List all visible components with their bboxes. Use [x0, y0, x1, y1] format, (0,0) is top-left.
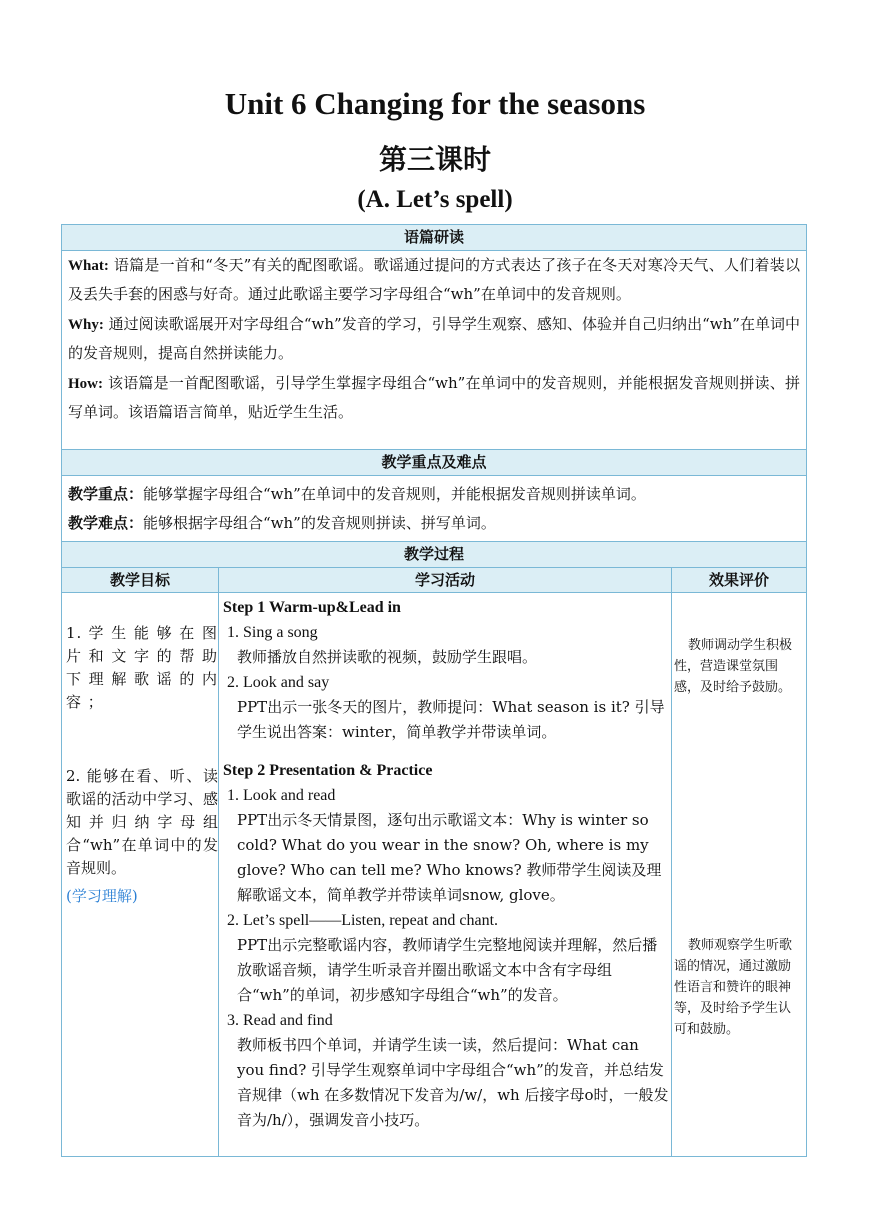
step-2-item-1-title: 1. Look and read — [227, 787, 336, 804]
text-study-heading: 语篇研读 — [403, 228, 464, 246]
difficulty-paragraph — [68, 509, 800, 538]
key-points-body — [62, 476, 806, 542]
document-title: Unit 6 Changing for the seasons — [224, 86, 646, 121]
step-2-item-3-title: 3. Read and find — [227, 1012, 333, 1029]
step-1-item-2-title: 2. Look and say — [227, 674, 330, 691]
process-column-headers — [62, 568, 806, 593]
why-text: 通过阅读歌谣展开对字母组合“wh”发音的学习，引导学生观察、感知、体验并自己归纳出“wh”在单词中的发音规则，提高自然拼读能力。 — [68, 315, 800, 362]
step-2-item-2-title: 2. Let’s spell——Listen, repeat and chant. — [227, 912, 499, 929]
lesson-number: 第三课时 — [378, 143, 491, 176]
goal-2-tag: (学习理解) — [66, 887, 138, 905]
eval-column-header: 效果评价 — [708, 571, 769, 589]
step-1-item-2-text: PPT出示一张冬天的图片，教师提问：What season is it? 引导学生说出答案：winter，简单教学并带读单词。 — [237, 698, 665, 741]
how-label: How: — [68, 376, 103, 392]
step-2-title: Step 2 Presentation & Practice — [223, 762, 433, 779]
difficulty-label: 教学难点： — [68, 514, 144, 532]
why-paragraph — [68, 310, 800, 367]
text-study-body — [62, 251, 806, 450]
process-heading: 教学过程 — [403, 545, 464, 563]
step-1-block — [223, 595, 670, 745]
what-text: 语篇是一首和“冬天”有关的配图歌谣。歌谣通过提问的方式表达了孩子在冬天对寒冷天气、人们着装以及丢失手套的困惑与好奇。通过此歌谣主要学习字母组合“wh”在单词中的发音规则。 — [68, 256, 800, 303]
goal-column — [62, 593, 219, 1156]
lesson-plan-table — [61, 224, 807, 1157]
step-2-block — [223, 758, 670, 1133]
difficulty-text: 能够根据字母组合“wh”的发音规则拼读、拼写单词。 — [143, 514, 496, 532]
focus-text: 能够掌握字母组合“wh”在单词中的发音规则，并能根据发音规则拼读单词。 — [143, 485, 646, 503]
text-study-header — [62, 225, 806, 251]
how-text: 该语篇是一首配图歌谣，引导学生掌握字母组合“wh”在单词中的发音规则，并能根据发音规则拼读、拼写单词。该语篇语言简单，贴近学生生活。 — [68, 374, 800, 421]
step-2-item-1-text: PPT出示冬天情景图，逐句出示歌谣文本：Why is winter so cold? What do you wear in the snow? Oh, where is my glove? Who can tell me? Who knows? 教师带学生阅读及理解歌谣文本，简单教学并带读单词snow, glove。 — [237, 811, 662, 904]
step-2-item-2-text: PPT出示完整歌谣内容，教师请学生完整地阅读并理解，然后播放歌谣音频，请学生听录音并圈出歌谣文本中含有字母组合“wh”的单词，初步感知字母组合“wh”的发音。 — [237, 936, 658, 1004]
process-body — [62, 593, 806, 1156]
goal-2: 2. 能够在看、听、读歌谣的活动中学习、感知并归纳字母组合“wh”在单词中的发音规则。 — [66, 767, 218, 877]
focus-paragraph — [68, 480, 800, 509]
why-label: Why: — [68, 317, 104, 333]
goal-column-header: 教学目标 — [62, 568, 219, 592]
activity-column-header: 学习活动 — [219, 568, 672, 592]
step-1-title: Step 1 Warm-up&Lead in — [223, 599, 401, 616]
goal-1: 1. 学 生 能 够 在 图 片 和 文 字 的 帮 助 下 理 解 歌 谣 的 内 容 ； — [66, 624, 218, 711]
key-points-heading: 教学重点及难点 — [381, 453, 487, 471]
what-label: What: — [68, 258, 109, 274]
process-header — [62, 542, 806, 568]
step-1-item-1-text: 教师播放自然拼读歌的视频，鼓励学生跟唱。 — [237, 648, 538, 666]
lesson-part: (A. Let’s spell) — [357, 186, 513, 213]
how-paragraph — [68, 369, 800, 426]
eval-column — [672, 593, 806, 1156]
eval-2: 教师观察学生听歌谣的情况，通过激励性语言和赞许的眼神等，及时给予学生认可和鼓励。 — [674, 938, 793, 1037]
step-2-item-3-text: 教师板书四个单词，并请学生读一读，然后提问：What can you find? 引导学生观察单词中字母组合“wh”的发音，并总结发音规律（wh 在多数情况下发音为/w/，wh 后接字母o时，一般发音为/h/），强调发音小技巧。 — [237, 1036, 669, 1129]
eval-1: 教师调动学生积极性，营造课堂氛围感，及时给予鼓励。 — [674, 638, 793, 695]
step-1-item-1-title: 1. Sing a song — [227, 624, 318, 641]
key-points-header — [62, 450, 806, 476]
focus-label: 教学重点： — [68, 485, 144, 503]
what-paragraph — [68, 251, 800, 308]
activity-column — [219, 593, 672, 1156]
